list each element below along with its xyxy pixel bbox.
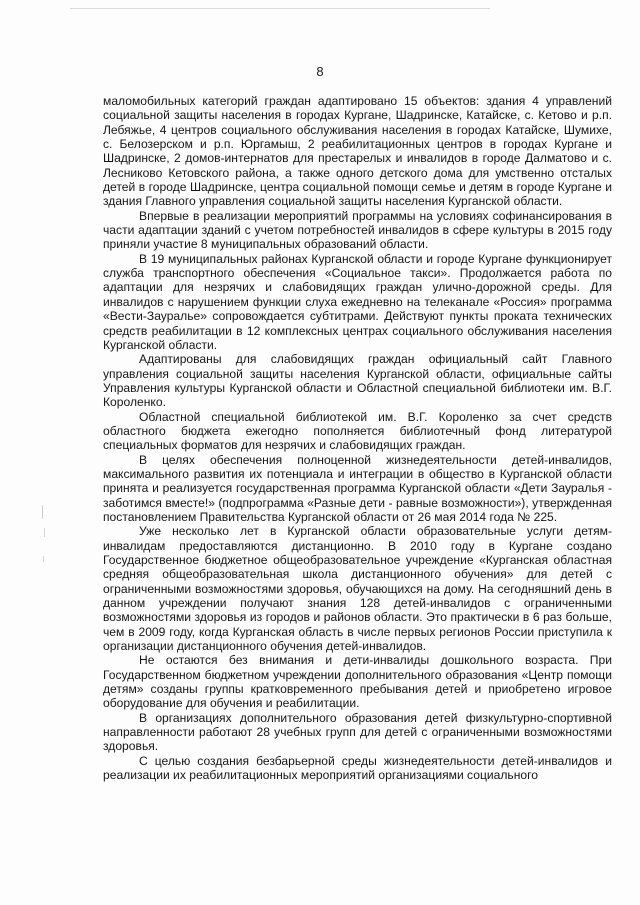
paragraph: С целью создания безбарьерной среды жизнедеятельности детей-инвалидов и реализации их реабилитационных мероприятий организациями социального xyxy=(103,753,612,783)
page-number: 8 xyxy=(316,64,324,79)
paragraph: Не остаются без внимания и дети-инвалиды дошкольного возраста. При Государственном бюджетном учреждении дополнительного образования «Центр помощи детям» созданы группы кратковременного пребывания детей и приобретено игровое оборудование для обучения и реабилитации. xyxy=(103,653,612,711)
paragraph: Адаптированы для слабовидящих граждан официальный сайт Главного управления социальной защиты населения Курганской области, официальные сайты Управления культуры Курганской области и Областной специальной библиотеки им. В.Г. Короленко. xyxy=(103,352,612,410)
paragraph: Уже несколько лет в Курганской области образовательные услуги детям-инвалидам предоставляются дистанционно. В 2010 году в Кургане создано Государственное бюджетное общеобразовательное учреждение «Курганская областная средняя общеобразовательная школа дистанционного обучения» для детей с ограниченными возможностями здоровья, обучающихся на дому. На сегодняшний день в данном учреждении получают знания 128 детей-инвалидов с ограниченными возможностями здоровья из городов и районов области. Это практически в 6 раз больше, чем в 2009 году, когда Курганская область в числе первых регионов России приступила к организации дистанционного обучения детей-инвалидов. xyxy=(103,524,612,654)
paragraph: маломобильных категорий граждан адаптировано 15 объектов: здания 4 управлений социальной защиты населения в городах Кургане, Шадринске, Катайске, с. Кетово и р.п. Лебяжье, 4 центров социального обслуживания населения в городах Катайске, Шумихе, с. Белозерском и р.п. Юргамыш, 2 реабилитационных центров в городах Кургане и Шадринске, 2 домов-интернатов для престарелых и инвалидов в городе Далматово и с. Лесниково Кетовского района, а также одного детского дома для умственно отсталых детей в городе Шадринске, центра социальной помощи семье и детям в городе Кургане и здания Главного управления социальной защиты населения Курганской области. xyxy=(103,94,612,209)
paragraph: Впервые в реализации мероприятий программы на условиях софинансирования в части адаптации зданий с учетом потребностей инвалидов в сфере культуры в 2015 году приняли участие 8 муниципальных образований области. xyxy=(103,208,612,252)
document-body xyxy=(103,94,612,783)
scan-artifact-left-1 xyxy=(42,505,43,519)
paragraph: В целях обеспечения полноценной жизнедеятельности детей-инвалидов, максимального развития их потенциала и интеграции в общество в Курганской области принята и реализуется государственная программа Курганской области «Дети Зауралья - заботимся вместе!» (подпрограмма «Разные дети - равные возможности»), утвержденная постановлением Правительства Курганской области от 26 мая 2014 года № 225. xyxy=(103,452,612,524)
scan-artifact-left-3 xyxy=(43,556,44,562)
scan-artifact-left-2 xyxy=(44,528,45,537)
paragraph: Областной специальной библиотекой им. В.Г. Короленко за счет средств областного бюджета ежегодно пополняется библиотечный фонд литературой специальных форматов для незрячих и слабовидящих граждан. xyxy=(103,409,612,453)
paragraph: В организациях дополнительного образования детей физкультурно-спортивной направленности работают 28 учебных групп для детей с ограниченными возможностями здоровья. xyxy=(103,710,612,754)
paragraph: В 19 муниципальных районах Курганской области и городе Кургане функционирует служба транспортного обеспечения «Социальное такси». Продолжается работа по адаптации для незрячих и слабовидящих граждан улично-дорожной среды. Для инвалидов с нарушением функции слуха ежедневно на телеканале «Россия» программа «Вести-Зауралье» сопровождается субтитрами. Действуют пункты проката технических средств реабилитации в 12 комплексных центрах социального обслуживания населения Курганской области. xyxy=(103,251,612,352)
scan-artifact-top xyxy=(70,8,490,9)
